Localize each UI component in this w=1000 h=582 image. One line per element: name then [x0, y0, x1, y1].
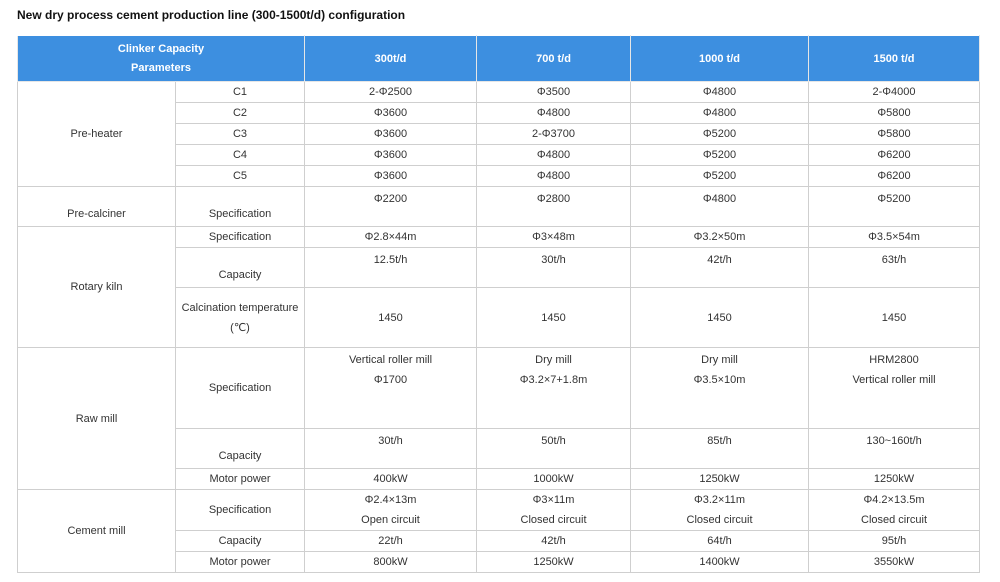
table-cell: 2-Φ2500 [305, 82, 477, 103]
table-cell [477, 348, 631, 429]
table-row [18, 348, 980, 429]
table-cell: Φ3600 [305, 103, 477, 124]
table-cell: Φ2800 [477, 187, 631, 227]
header-col-700: 700 t/d [477, 36, 631, 82]
table-cell: 1250kW [477, 552, 631, 573]
sub-label: Specification [176, 227, 305, 248]
sub-label: C5 [176, 166, 305, 187]
table-cell: Φ5800 [809, 124, 980, 145]
table-cell: 2-Φ4000 [809, 82, 980, 103]
table-cell [631, 348, 809, 429]
table-cell: Φ4800 [631, 82, 809, 103]
configuration-table [17, 35, 980, 573]
table-cell: 130~160t/h [809, 429, 980, 469]
table-cell: 1250kW [631, 469, 809, 490]
cell-line1: HRM2800 [869, 354, 919, 366]
table-cell: 64t/h [631, 531, 809, 552]
table-row [18, 227, 980, 248]
table-cell [631, 490, 809, 531]
cell-line2: Vertical roller mill [852, 374, 936, 386]
sub-label: C2 [176, 103, 305, 124]
sub-label: Motor power [176, 552, 305, 573]
table-cell: 30t/h [477, 248, 631, 288]
table-row [18, 490, 980, 531]
table-cell: Φ2200 [305, 187, 477, 227]
cell-line1: Φ3×11m [532, 494, 575, 506]
cell-line1: Dry mill [535, 354, 572, 366]
table-cell [305, 490, 477, 531]
sub-label: Capacity [176, 429, 305, 469]
table-cell [305, 348, 477, 429]
table-cell: 85t/h [631, 429, 809, 469]
cell-line2: Open circuit [361, 514, 420, 526]
table-cell: 22t/h [305, 531, 477, 552]
table-cell: 1450 [305, 288, 477, 348]
table-cell [477, 490, 631, 531]
table-cell: Φ3.5×54m [809, 227, 980, 248]
table-cell: Φ4800 [477, 103, 631, 124]
cell-line1: Φ4.2×13.5m [863, 494, 925, 506]
sub-label: Specification [176, 348, 305, 429]
cell-line1: Φ2.4×13m [364, 494, 417, 506]
table-cell: 1450 [809, 288, 980, 348]
table-cell: Φ3600 [305, 124, 477, 145]
table-cell [809, 490, 980, 531]
table-cell: Φ5800 [809, 103, 980, 124]
table-cell: 42t/h [631, 248, 809, 288]
table-cell: 1450 [477, 288, 631, 348]
header-row [18, 36, 980, 82]
table-cell: 1400kW [631, 552, 809, 573]
table-cell: 3550kW [809, 552, 980, 573]
sub-label: C4 [176, 145, 305, 166]
sub-label: Motor power [176, 469, 305, 490]
table-cell: 1000kW [477, 469, 631, 490]
table-cell: 50t/h [477, 429, 631, 469]
cell-line1: Φ3.2×11m [693, 494, 746, 506]
table-cell: Φ5200 [631, 166, 809, 187]
sub-label: Specification [176, 490, 305, 531]
cell-line2: Closed circuit [520, 514, 587, 526]
table-cell: Φ2.8×44m [305, 227, 477, 248]
category-raw-mill: Raw mill [18, 348, 176, 490]
sub-label [176, 288, 305, 348]
cell-line1: Dry mill [701, 354, 738, 366]
table-cell: Φ3×48m [477, 227, 631, 248]
page-title: New dry process cement production line (300-1500t/d) configuration [17, 8, 406, 22]
table-cell: 12.5t/h [305, 248, 477, 288]
table-cell: Φ5200 [809, 187, 980, 227]
cell-line2: Φ1700 [373, 374, 408, 386]
table-cell: Φ5200 [631, 124, 809, 145]
category-cement-mill: Cement mill [18, 490, 176, 573]
header-parameters [18, 36, 305, 82]
cell-line2: Φ3.5×10m [693, 374, 746, 386]
table-cell: Φ4800 [477, 145, 631, 166]
table-cell: 1250kW [809, 469, 980, 490]
sub-label: Capacity [176, 248, 305, 288]
cell-line1: Vertical roller mill [348, 354, 433, 366]
table-row [18, 82, 980, 103]
sub-label: Capacity [176, 531, 305, 552]
table-cell: 30t/h [305, 429, 477, 469]
cell-line2: Closed circuit [686, 514, 753, 526]
cell-line2: Closed circuit [861, 514, 928, 526]
table-cell: 2-Φ3700 [477, 124, 631, 145]
table-cell: Φ6200 [809, 145, 980, 166]
header-param-line2: Parameters [131, 61, 191, 74]
table-cell: Φ4800 [631, 187, 809, 227]
category-precalciner: Pre-calciner [18, 187, 176, 227]
table-cell [809, 348, 980, 429]
header-col-300: 300t/d [305, 36, 477, 82]
cell-line2: Φ3.2×7+1.8m [519, 374, 588, 386]
table-row [18, 187, 980, 227]
table-cell: 400kW [305, 469, 477, 490]
sub-label: C1 [176, 82, 305, 103]
table-cell: Φ3.2×50m [631, 227, 809, 248]
table-cell: Φ5200 [631, 145, 809, 166]
table-cell: 800kW [305, 552, 477, 573]
table-cell: 95t/h [809, 531, 980, 552]
table-cell: Φ4800 [477, 166, 631, 187]
category-preheater: Pre-heater [18, 82, 176, 187]
sub-label-line2: (℃) [230, 321, 250, 334]
table-cell: Φ3600 [305, 145, 477, 166]
table-cell: Φ4800 [631, 103, 809, 124]
table-cell: 63t/h [809, 248, 980, 288]
sub-label: C3 [176, 124, 305, 145]
header-col-1500: 1500 t/d [809, 36, 980, 82]
header-param-line1: Clinker Capacity [117, 42, 205, 55]
table-cell: 42t/h [477, 531, 631, 552]
table-cell: Φ3600 [305, 166, 477, 187]
table-cell: Φ6200 [809, 166, 980, 187]
table-cell: Φ3500 [477, 82, 631, 103]
sub-label-line1: Calcination temperature [181, 301, 299, 314]
table-cell: 1450 [631, 288, 809, 348]
header-col-1000: 1000 t/d [631, 36, 809, 82]
sub-label: Specification [176, 187, 305, 227]
category-rotary-kiln: Rotary kiln [18, 227, 176, 348]
